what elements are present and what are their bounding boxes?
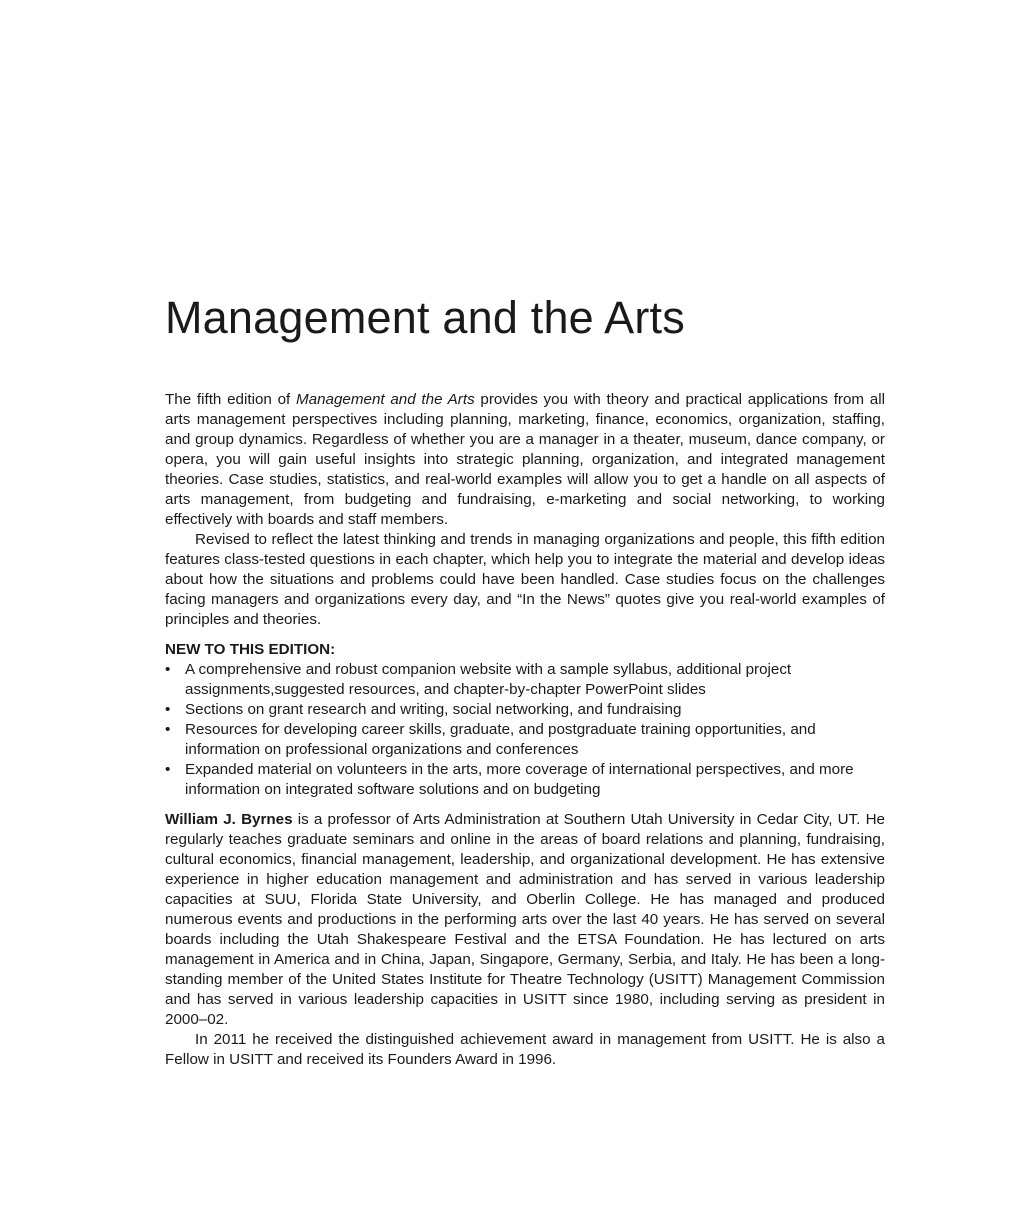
author-award-paragraph: In 2011 he received the distinguished achievement award in management from USITT. He is also a Fellow in USITT and received its Founders Award in 1996.	[165, 1031, 885, 1068]
list-item-text: A comprehensive and robust companion website with a sample syllabus, additional project assignments,suggested resources, and chapter-by-chapter PowerPoint slides	[185, 661, 792, 698]
book-title: Management and the Arts	[295, 391, 475, 408]
intro-paragraph	[165, 390, 885, 530]
list-item-text: Expanded material on volunteers in the arts, more coverage of international perspectives, and more information on integrated software solutions and on budgeting	[185, 761, 854, 798]
intro-text-end: provides you with theory and practical applications from all arts management perspectives including planning, marketing, finance, economics, organization, staffing, and group dynamics. Regardless of whether you are a manager in a theater, museum, dance company, or opera, you will gain useful insights into strategic planning, organization, and integrated management theories. Case studies, statistics, and real-world examples will allow you to get a handle on all aspects of arts management, from budgeting and fundraising, e-marketing and social networking, to working effectively with boards and staff members.	[165, 391, 885, 528]
list-item	[165, 700, 885, 720]
author-bio-paragraph	[165, 810, 885, 1030]
bullet-icon: •	[165, 661, 171, 678]
intro-text-start: The fifth edition of	[165, 391, 296, 408]
page-content	[165, 390, 885, 1070]
bullet-icon: •	[165, 701, 171, 718]
bullet-icon: •	[165, 761, 171, 778]
list-item	[165, 660, 885, 700]
revision-paragraph: Revised to reflect the latest thinking and trends in managing organizations and people, this fifth edition features class-tested questions in each chapter, which help you to integrate the material and develop ideas about how the situations and problems could have been handled. Case studies focus on the challenges facing managers and organizations every day, and “In the News” quotes give you real-world examples of principles and theories.	[165, 531, 885, 628]
list-item	[165, 760, 885, 800]
author-name: William J. Byrnes	[165, 811, 293, 828]
new-edition-heading: NEW TO THIS EDITION:	[165, 641, 336, 658]
list-item-text: Sections on grant research and writing, social networking, and fundraising	[185, 701, 682, 718]
new-edition-list	[165, 660, 885, 800]
author-bio-text: is a professor of Arts Administration at Southern Utah University in Cedar City, UT. He regularly teaches graduate seminars and online in the areas of board relations and planning, fundraising, cultural economics, financial management, leadership, and organizational development. He has extensive experience in higher education management and administration and has served in various leadership capacities at SUU, Florida State University, and Oberlin College. He has managed and produced numerous events and productions in the performing arts over the last 40 years. He has served on several boards including the Utah Shakespeare Festival and the ETSA Foundation. He has lectured on arts management in America and in China, Japan, Singapore, Germany, Serbia, and Italy. He has been a long-standing member of the United States Institute for Theatre Technology (USITT) Management Commission and has served in various leadership capacities in USITT since 1980, including serving as president in 2000–02.	[165, 811, 885, 1028]
page-title: Management and the Arts	[165, 292, 685, 343]
list-item	[165, 720, 885, 760]
bullet-icon: •	[165, 721, 171, 738]
list-item-text: Resources for developing career skills, graduate, and postgraduate training opportunities, and information on professional organizations and conferences	[185, 721, 816, 758]
